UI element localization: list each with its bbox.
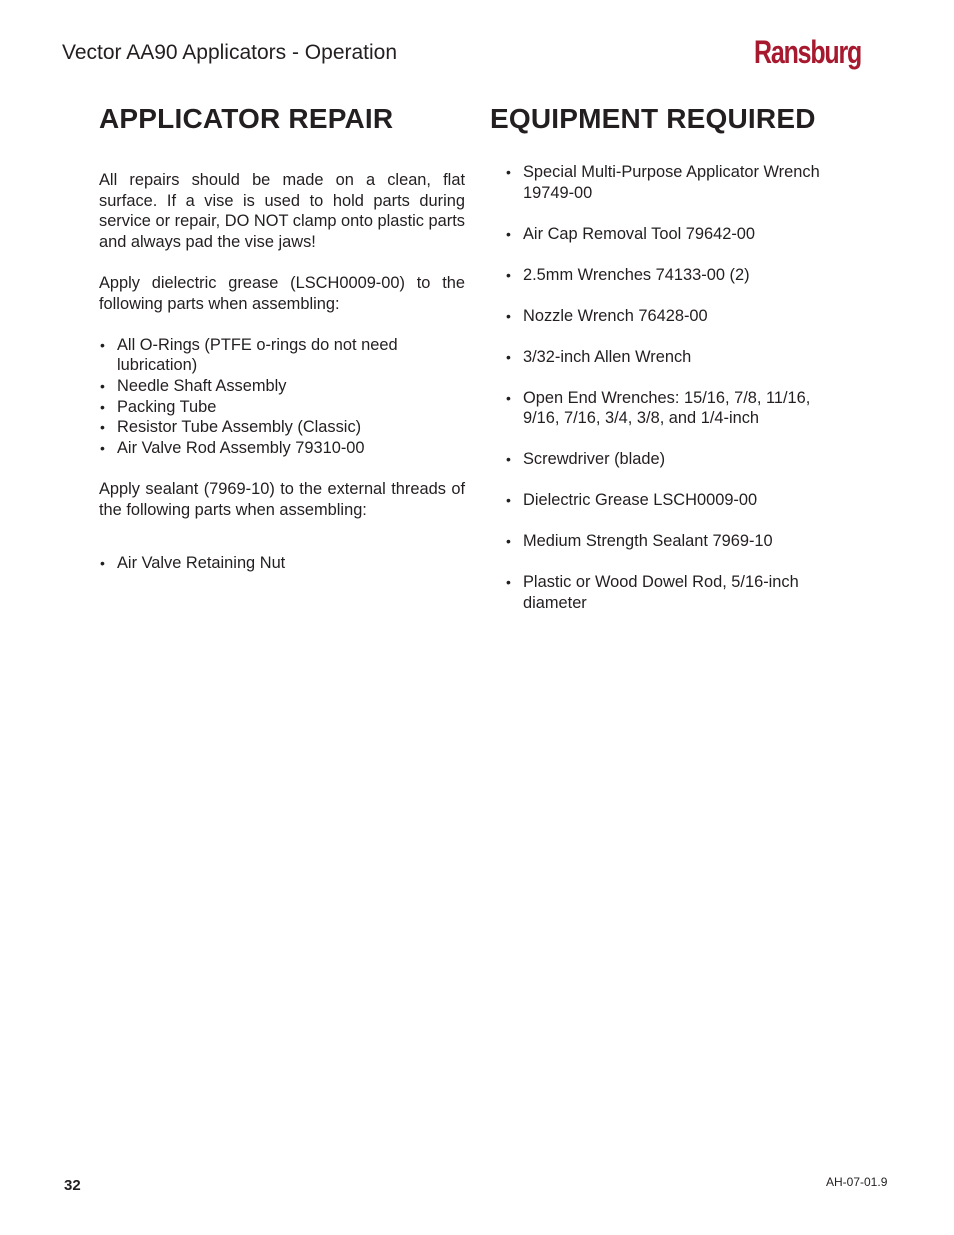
bullet-icon: • [506,533,511,550]
list-item: • All O-Rings (PTFE o-rings do not need lubrication) [100,335,398,375]
bullet-icon: • [506,574,511,591]
bullet-icon: • [100,398,105,415]
grease-instruction-paragraph: Apply dielectric grease (LSCH0009-00) to the following parts when assembling: [99,273,465,313]
list-item: • 2.5mm Wrenches 74133-00 (2) [506,265,750,284]
document-title: Vector AA90 Applicators - Operation [62,41,398,64]
list-item: • Air Valve Rod Assembly 79310-00 [100,438,365,457]
bullet-icon: • [506,492,511,509]
bullet-icon: • [506,389,511,406]
equipment-required-heading: EQUIPMENT REQUIRED [490,103,816,134]
equipment-required-section [505,162,845,634]
bullet-icon: • [506,451,511,468]
list-item: • Open End Wrenches: 15/16, 7/8, 11/16, 9/16, 7/16, 3/4, 3/8, and 1/4-inch [506,388,811,428]
page-number: 32 [64,1177,81,1194]
document-code: AH-07-01.9 [826,1175,888,1189]
bullet-icon: • [506,266,511,283]
grease-parts-list [99,335,465,459]
sealant-instruction-paragraph: Apply sealant (7969-10) to the external threads of the following parts when assembling: [99,479,465,519]
list-item: • Air Valve Retaining Nut [100,554,286,573]
list-item: • Medium Strength Sealant 7969-10 [506,532,773,551]
list-item: • Plastic or Wood Dowel Rod, 5/16-inch diameter [506,573,799,612]
applicator-repair-section [99,170,465,574]
bullet-icon: • [100,555,105,572]
list-item: • Packing Tube [100,397,217,416]
bullet-icon: • [506,348,511,365]
brand-logo: Ransburg [754,34,862,70]
equipment-list [505,162,845,613]
bullet-icon: • [506,225,511,242]
list-item: • Screwdriver (blade) [506,450,666,469]
list-item: • Air Cap Removal Tool 79642-00 [506,224,756,243]
repair-intro-paragraph: All repairs should be made on a clean, flat surface. If a vise is used to hold parts during service or repair, DO NOT clamp onto plastic parts and always pad the vise jaws! [99,171,465,251]
bullet-icon: • [100,439,105,456]
list-item: • 3/32-inch Allen Wrench [506,347,692,366]
bullet-icon: • [506,307,511,324]
list-item: • Dielectric Grease LSCH0009-00 [506,491,758,510]
bullet-icon: • [100,377,105,394]
list-item: • Needle Shaft Assembly [100,376,287,395]
list-item: • Resistor Tube Assembly (Classic) [100,418,362,437]
list-item: • Nozzle Wrench 76428-00 [506,306,708,325]
bullet-icon: • [100,419,105,436]
bullet-icon: • [506,164,511,180]
applicator-repair-heading: APPLICATOR REPAIR [99,103,394,134]
list-item: • Special Multi-Purpose Applicator Wrench 19749-00 [506,163,820,202]
sealant-parts-list [99,553,465,574]
bullet-icon: • [100,336,105,353]
